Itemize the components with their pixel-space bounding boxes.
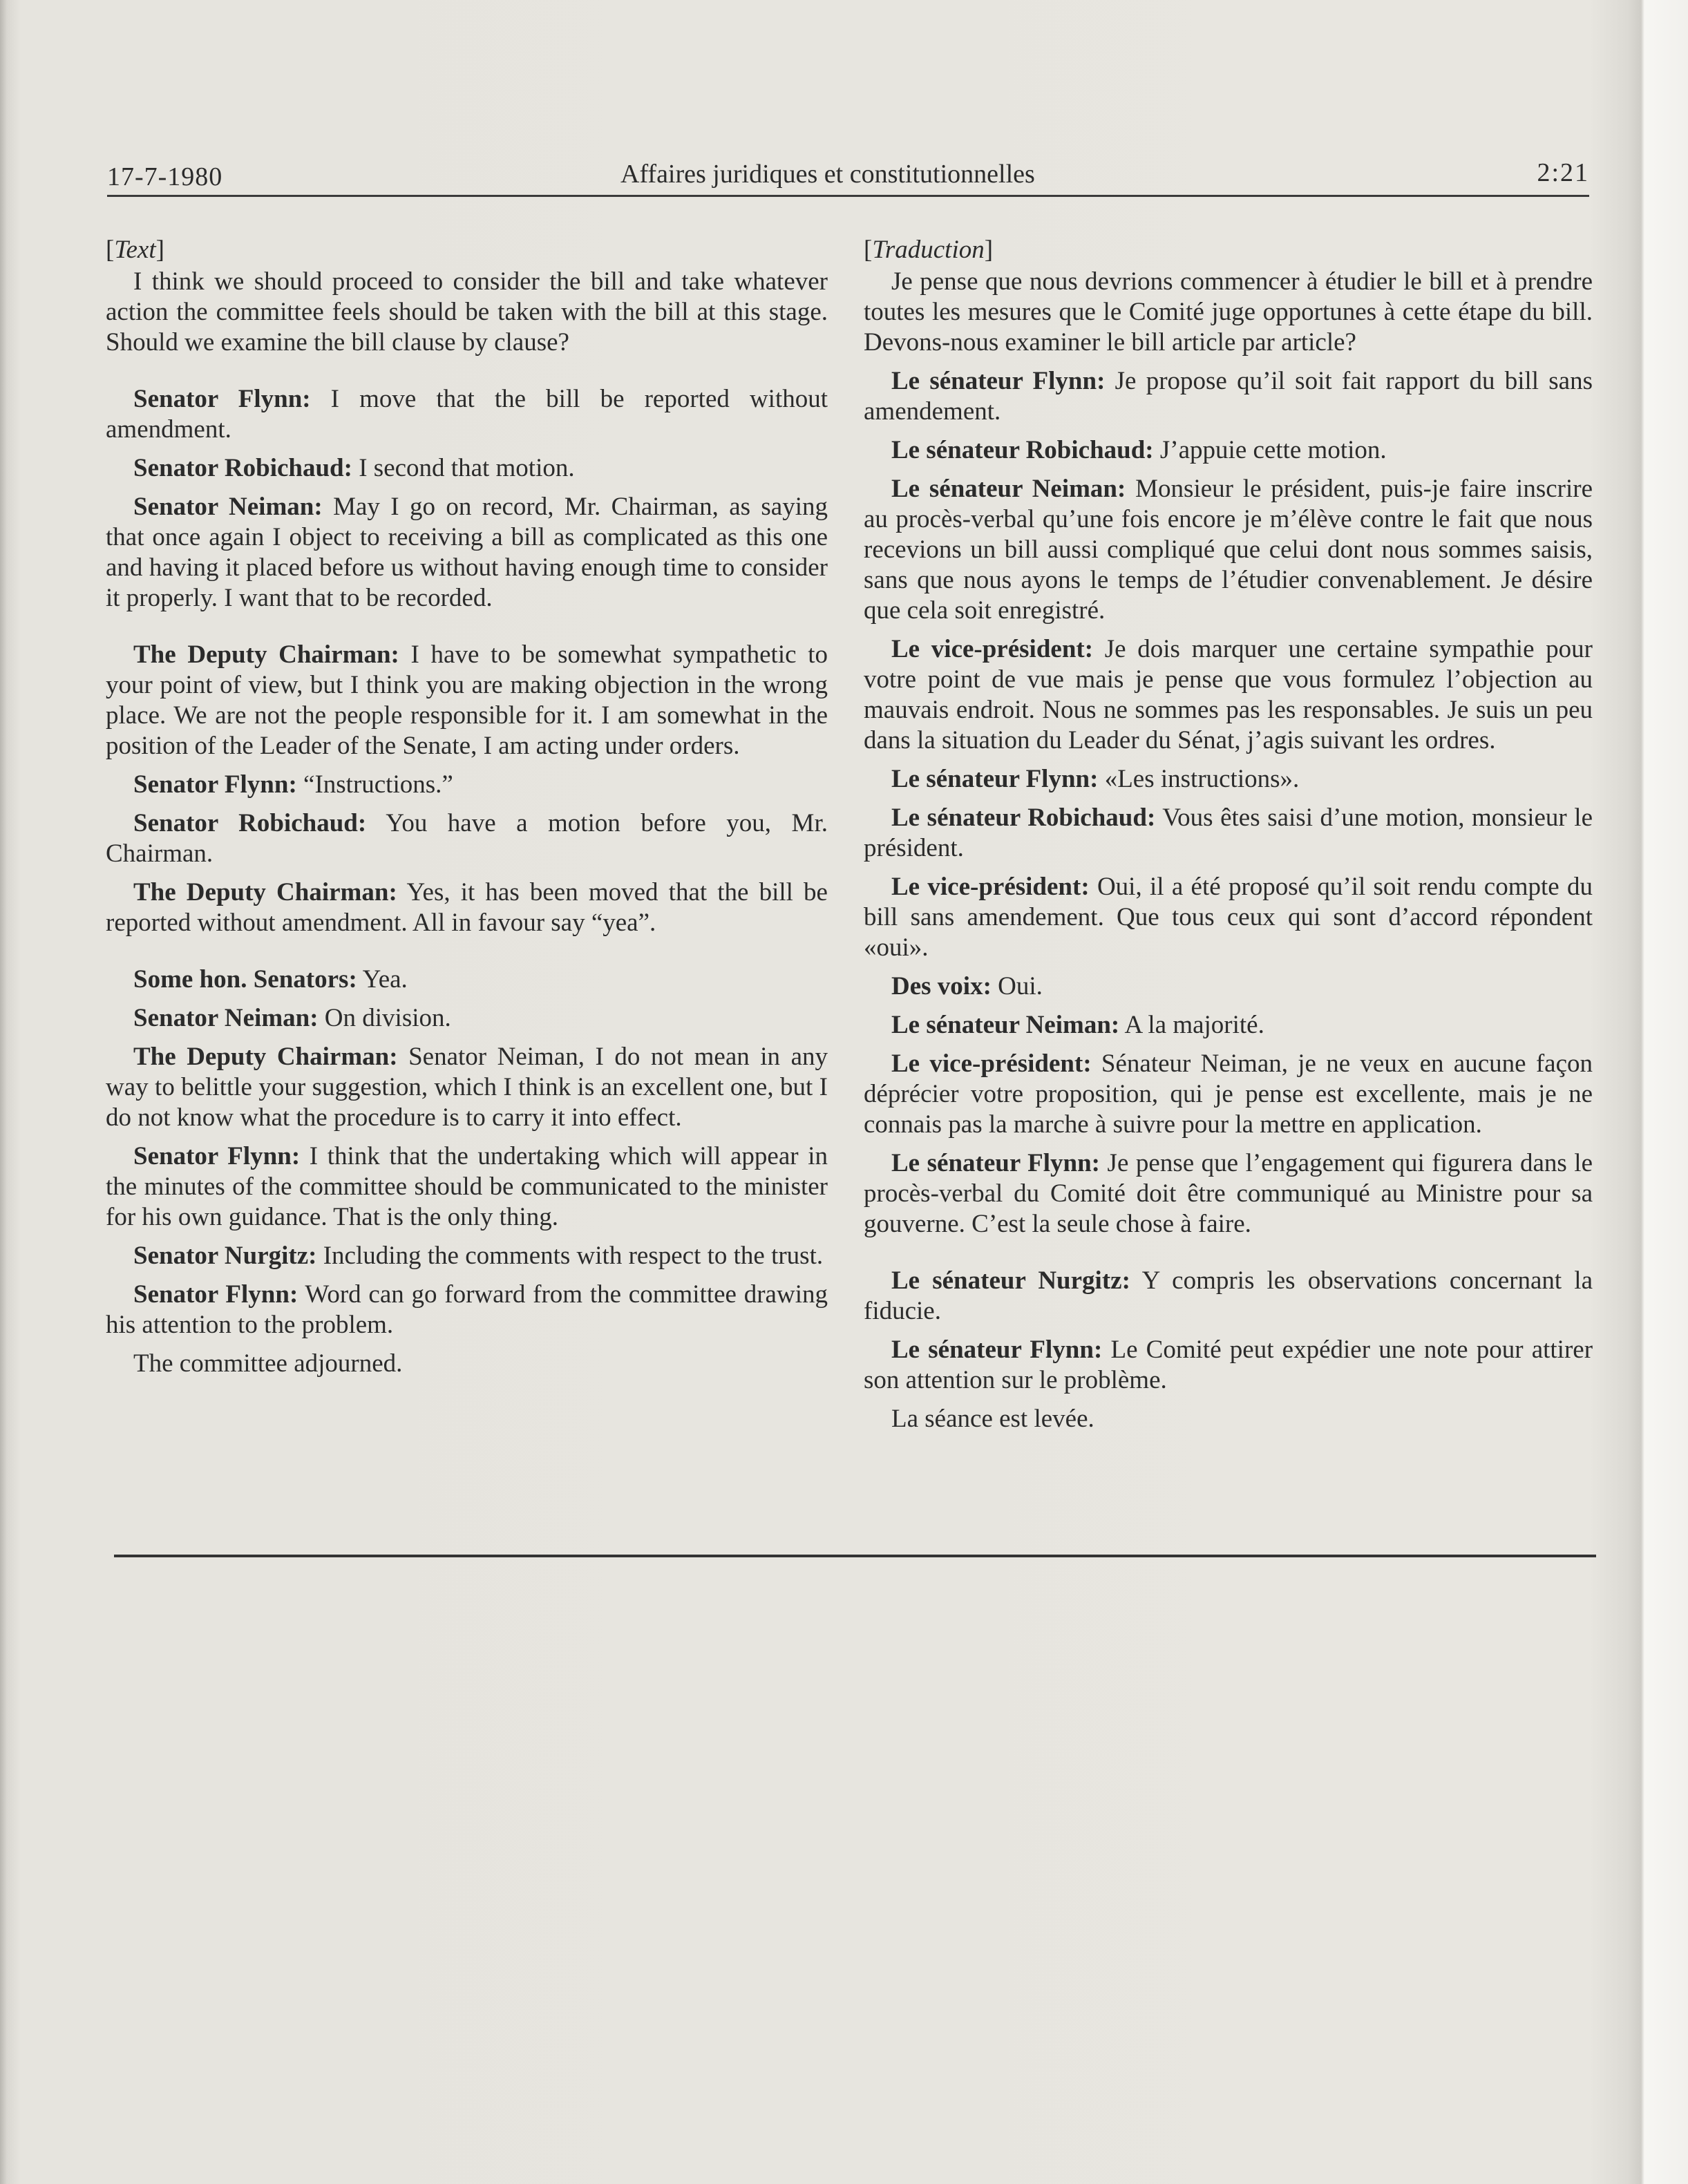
- header-page-number: 2:21: [1537, 158, 1589, 187]
- paragraph: Le vice-président: Je dois marquer une certaine sympathie pour votre point de vue mais je pense que vous formulez l’objection au mauvais endroit. Nous ne sommes pas les responsables. Je suis un peu dans la situation du Leader du Sénat, j’agis suivant les ordres.: [864, 635, 1593, 754]
- paragraph: The Deputy Chairman: Yes, it has been moved that the bill be reported without amendment. All in favour say “yea”.: [106, 878, 828, 937]
- paragraph: Senator Neiman: On division.: [133, 1004, 451, 1032]
- paragraph: Je pense que nous devrions commencer à étudier le bill et à prendre toutes les mesures que le Comité juge opportunes à cette étape du bill. Devons-nous examiner le bill article par article?: [864, 267, 1593, 357]
- paragraph: Le sénateur Flynn: Je propose qu’il soit fait rapport du bill sans amendement.: [864, 367, 1593, 426]
- french-column: [864, 235, 1593, 1443]
- paragraph: Le sénateur Nurgitz: Y compris les observations concernant la fiducie.: [864, 1266, 1593, 1325]
- paragraph: Le vice-président: Oui, il a été proposé qu’il soit rendu compte du bill sans amendement. Que tous ceux qui sont d’accord répondent «oui».: [864, 873, 1593, 962]
- paragraph: Le sénateur Flynn: Le Comité peut expédier une note pour attirer son attention sur le problème.: [864, 1336, 1593, 1394]
- paragraph: I think we should proceed to consider the bill and take whatever action the committee feels should be taken with the bill at this stage. Should we examine the bill clause by clause?: [106, 267, 828, 357]
- header-date: 17-7-1980: [107, 162, 223, 191]
- paragraph: Le sénateur Flynn: Je pense que l’engagement qui figurera dans le procès-verbal du Comité doit être communiqué au Ministre pour sa gouverne. C’est la seule chose à faire.: [864, 1149, 1593, 1238]
- paragraph: Senator Flynn: Word can go forward from the committee drawing his attention to the problem.: [106, 1280, 828, 1339]
- english-language-tag: [Text]: [106, 236, 164, 264]
- paragraph: Senator Robichaud: You have a motion before you, Mr. Chairman.: [106, 809, 828, 868]
- paragraph: Senator Neiman: May I go on record, Mr. Chairman, as saying that once again I object to receiving a bill as complicated as this one and having it placed before us without having enough time to consider it properly. I want that to be recorded.: [106, 493, 828, 612]
- paragraph: Senator Flynn: I move that the bill be reported without amendment.: [106, 385, 828, 444]
- english-column: [106, 235, 828, 1387]
- paragraph: Senator Robichaud: I second that motion.: [133, 454, 575, 482]
- paragraph: Le sénateur Robichaud: J’appuie cette motion.: [891, 436, 1387, 464]
- footer-rule: [114, 1555, 1596, 1557]
- paragraph: Senator Flynn: I think that the undertaking which will appear in the minutes of the committee should be communicated to the minister for his own guidance. That is the only thing.: [106, 1142, 828, 1231]
- paragraph: La séance est levée.: [891, 1405, 1094, 1433]
- french-language-tag: [Traduction]: [864, 236, 994, 264]
- paragraph: Le sénateur Robichaud: Vous êtes saisi d’une motion, monsieur le président.: [864, 804, 1593, 862]
- paragraph: Senator Flynn: “Instructions.”: [133, 770, 453, 799]
- paragraph: The Deputy Chairman: Senator Neiman, I do not mean in any way to belittle your suggestion, which I think is an excellent one, but I do not know what the procedure is to carry it into effect.: [106, 1043, 828, 1132]
- page-header: [107, 153, 1589, 197]
- paragraph: Des voix: Oui.: [891, 972, 1043, 1000]
- paragraph: The Deputy Chairman: I have to be somewhat sympathetic to your point of view, but I think you are making objection in the wrong place. We are not the people responsible for it. I am somewhat in the position of the Leader of the Senate, I am acting under orders.: [106, 640, 828, 760]
- paragraph: Le vice-président: Sénateur Neiman, je ne veux en aucune façon déprécier votre proposition, qui je pense est excellente, mais je ne connais pas la marche à suivre pour la mettre en application.: [864, 1050, 1593, 1139]
- paragraph: Some hon. Senators: Yea.: [133, 965, 408, 994]
- paragraph: Le sénateur Flynn: «Les instructions».: [891, 765, 1300, 793]
- header-title: Affaires juridiques et constitutionnelles: [620, 160, 1035, 189]
- paragraph: The committee adjourned.: [133, 1349, 403, 1378]
- paragraph: Senator Nurgitz: Including the comments with respect to the trust.: [133, 1242, 824, 1270]
- paragraph: Le sénateur Neiman: Monsieur le président, puis-je faire inscrire au procès-verbal qu’une fois encore je m’élève contre le fait que nous recevions un bill aussi compliqué que celui dont nous sommes saisis, sans que nous ayons le temps de l’étudier convenablement. Je désire que cela soit enregistré.: [864, 475, 1593, 625]
- paragraph: Le sénateur Neiman: A la majorité.: [891, 1011, 1264, 1039]
